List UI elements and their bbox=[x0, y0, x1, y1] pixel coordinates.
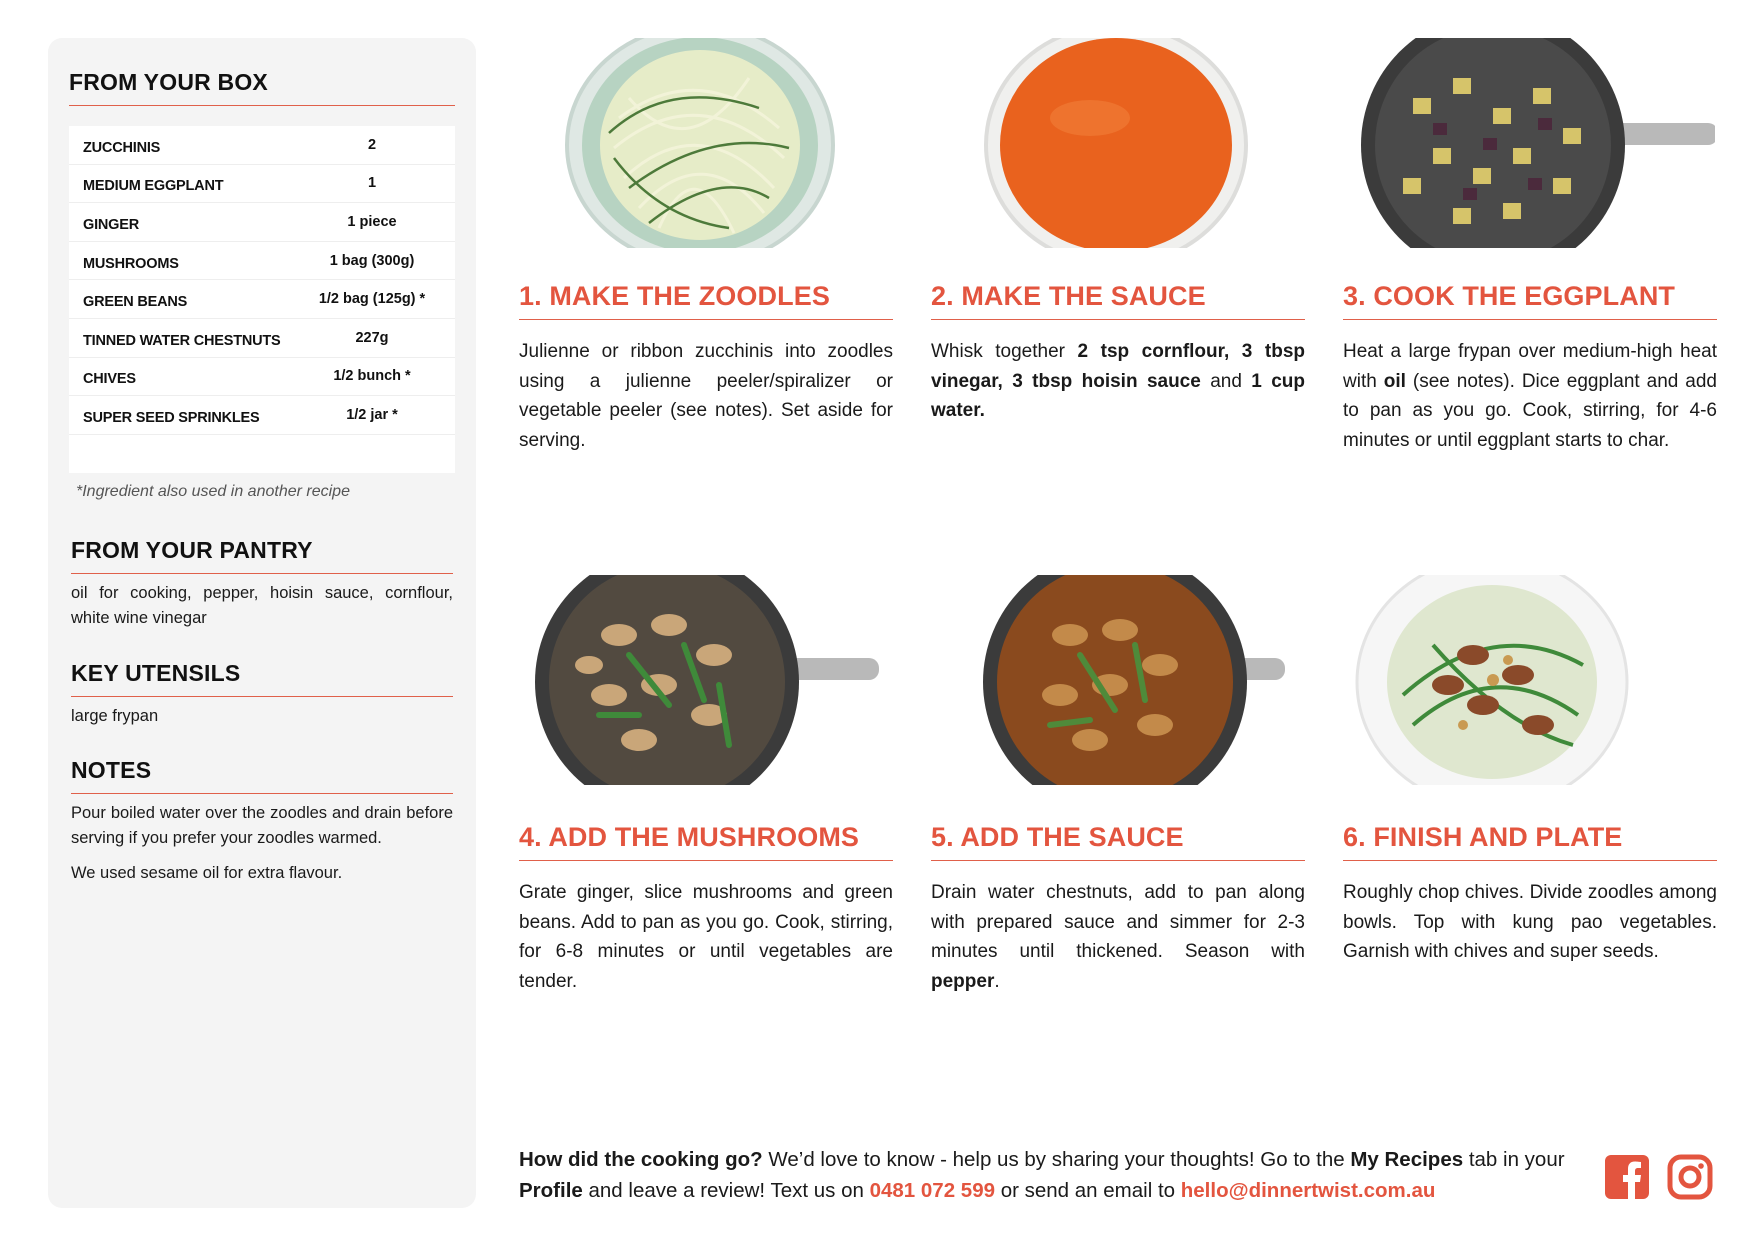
ingredient-row bbox=[69, 358, 455, 397]
ingredient-name: SUPER SEED SPRINKLES bbox=[83, 409, 260, 426]
ingredient-name: GREEN BEANS bbox=[83, 294, 188, 311]
ingredient-name: ZUCCHINIS bbox=[83, 139, 161, 156]
step-3-text-part: (see notes). Dice eggplant and add to pan as you go. Cook, stirring, for 4-6 minutes or until eggplant starts to char. bbox=[1343, 370, 1717, 451]
ingredient-name: CHIVES bbox=[83, 371, 136, 388]
step-1-title: 1. MAKE THE ZOODLES bbox=[519, 281, 893, 320]
step-4-title: 4. ADD THE MUSHROOMS bbox=[519, 822, 893, 861]
ingredient-name: GINGER bbox=[83, 216, 139, 233]
ingredient-row bbox=[69, 319, 455, 358]
step-2-text bbox=[931, 337, 1305, 426]
pantry-title: FROM YOUR PANTRY bbox=[71, 537, 453, 574]
footer-text: We’d love to know - help us by sharing your thoughts! Go to the bbox=[762, 1148, 1351, 1171]
step-3-text-part: Heat a large frypan over medium-high heat with bbox=[1343, 341, 1717, 392]
ingredient-qty: 2 bbox=[367, 136, 377, 153]
step-3-title: 3. COOK THE EGGPLANT bbox=[1343, 281, 1717, 320]
step-3-text bbox=[1343, 337, 1717, 455]
ingredient-name: TINNED WATER CHESTNUTS bbox=[83, 332, 281, 349]
step-5-text-bold: pepper bbox=[931, 970, 995, 992]
step-4-text bbox=[519, 878, 893, 996]
step-2-text-bold: 1 cup water. bbox=[931, 370, 1306, 421]
ingredient-qty: 1 bag (300g) bbox=[329, 252, 415, 269]
step-5-text-part: Drain water chestnuts, add to pan along with prepared sauce and simmer for 2-3 minutes until thickened. Season with bbox=[931, 882, 1305, 962]
ingredient-name: MUSHROOMS bbox=[83, 255, 179, 272]
ingredient-qty: 1 bbox=[367, 175, 377, 192]
step-3-image bbox=[1343, 38, 1715, 248]
step-2-text-part: and bbox=[1200, 370, 1252, 392]
notes-text-1: Pour boiled water over the zoodles and drain before serving if you prefer your zoodles warmed. bbox=[71, 804, 453, 847]
ingredient-row bbox=[69, 203, 455, 242]
ingredients-sidebar bbox=[48, 38, 476, 1208]
ingredient-footnote: *Ingredient also used in another recipe bbox=[76, 483, 350, 500]
step-5-text-part: . bbox=[994, 970, 1000, 992]
notes-title: NOTES bbox=[71, 757, 453, 794]
notes-text-2: We used sesame oil for extra flavour. bbox=[71, 864, 343, 882]
phone-link[interactable]: 0481 072 599 bbox=[869, 1179, 995, 1202]
step-4-text-part: Grate ginger, slice mushrooms and green beans. Add to pan as you go. Cook, stirring, for 6-8 minutes or until vegetables are tender. bbox=[519, 882, 893, 992]
step-1-text-part: Julienne or ribbon zucchinis into zoodles using a julienne peeler/spiralizer or vegetable peeler (see notes). Set aside for serving. bbox=[519, 341, 893, 451]
step-4-image bbox=[519, 575, 891, 785]
ingredient-row-empty bbox=[69, 435, 455, 473]
ingredient-qty: 227g bbox=[355, 329, 389, 346]
ingredient-name: MEDIUM EGGPLANT bbox=[83, 178, 224, 195]
step-2-title: 2. MAKE THE SAUCE bbox=[931, 281, 1305, 320]
step-2-text-part: Whisk together bbox=[931, 341, 1078, 362]
step-6-text bbox=[1343, 878, 1717, 967]
ingredient-qty: 1/2 bunch * bbox=[333, 368, 411, 385]
utensils-text: large frypan bbox=[71, 707, 159, 725]
ingredients-table bbox=[69, 126, 455, 473]
ingredient-row bbox=[69, 126, 455, 165]
footer-question: How did the cooking go? bbox=[519, 1148, 763, 1171]
step-6-image bbox=[1343, 575, 1715, 785]
step-6-title: 6. FINISH AND PLATE bbox=[1343, 822, 1717, 861]
pantry-text: oil for cooking, pepper, hoisin sauce, cornflour, white wine vinegar bbox=[71, 584, 453, 627]
ingredient-qty: 1/2 bag (125g) * bbox=[318, 291, 426, 308]
ingredient-qty: 1 piece bbox=[347, 213, 397, 230]
ingredient-row bbox=[69, 396, 455, 435]
feedback-footer bbox=[519, 1144, 1579, 1206]
step-3-text-bold: oil bbox=[1383, 370, 1406, 392]
step-5-text bbox=[931, 878, 1305, 996]
footer-text: tab in your bbox=[1463, 1148, 1565, 1171]
footer-text: and leave a review! Text us on bbox=[582, 1179, 870, 1202]
instagram-icon[interactable] bbox=[1667, 1154, 1713, 1200]
step-2-text-bold: 2 tsp cornflour, 3 tbsp vinegar, 3 tbsp hoisin sauce bbox=[931, 341, 1305, 392]
ingredient-row bbox=[69, 165, 455, 204]
step-5-image bbox=[930, 575, 1302, 785]
profile-link[interactable]: Profile bbox=[519, 1179, 583, 1202]
step-2-image bbox=[930, 38, 1302, 248]
ingredient-row bbox=[69, 242, 455, 281]
footer-text: or send an email to bbox=[995, 1179, 1181, 1202]
step-5-title: 5. ADD THE SAUCE bbox=[931, 822, 1305, 861]
ingredient-row bbox=[69, 280, 455, 319]
step-1-image bbox=[519, 38, 891, 248]
box-title: FROM YOUR BOX bbox=[69, 69, 455, 106]
ingredient-qty: 1/2 jar * bbox=[346, 406, 398, 423]
email-link[interactable]: hello@dinnertwist.com.au bbox=[1180, 1179, 1436, 1202]
my-recipes-link[interactable]: My Recipes bbox=[1350, 1148, 1464, 1171]
utensils-title: KEY UTENSILS bbox=[71, 660, 453, 697]
step-6-text-part: Roughly chop chives. Divide zoodles among bowls. Top with kung pao vegetables. Garnish with chives and super seeds. bbox=[1343, 882, 1717, 962]
facebook-icon[interactable] bbox=[1604, 1154, 1650, 1200]
step-1-text bbox=[519, 337, 893, 455]
